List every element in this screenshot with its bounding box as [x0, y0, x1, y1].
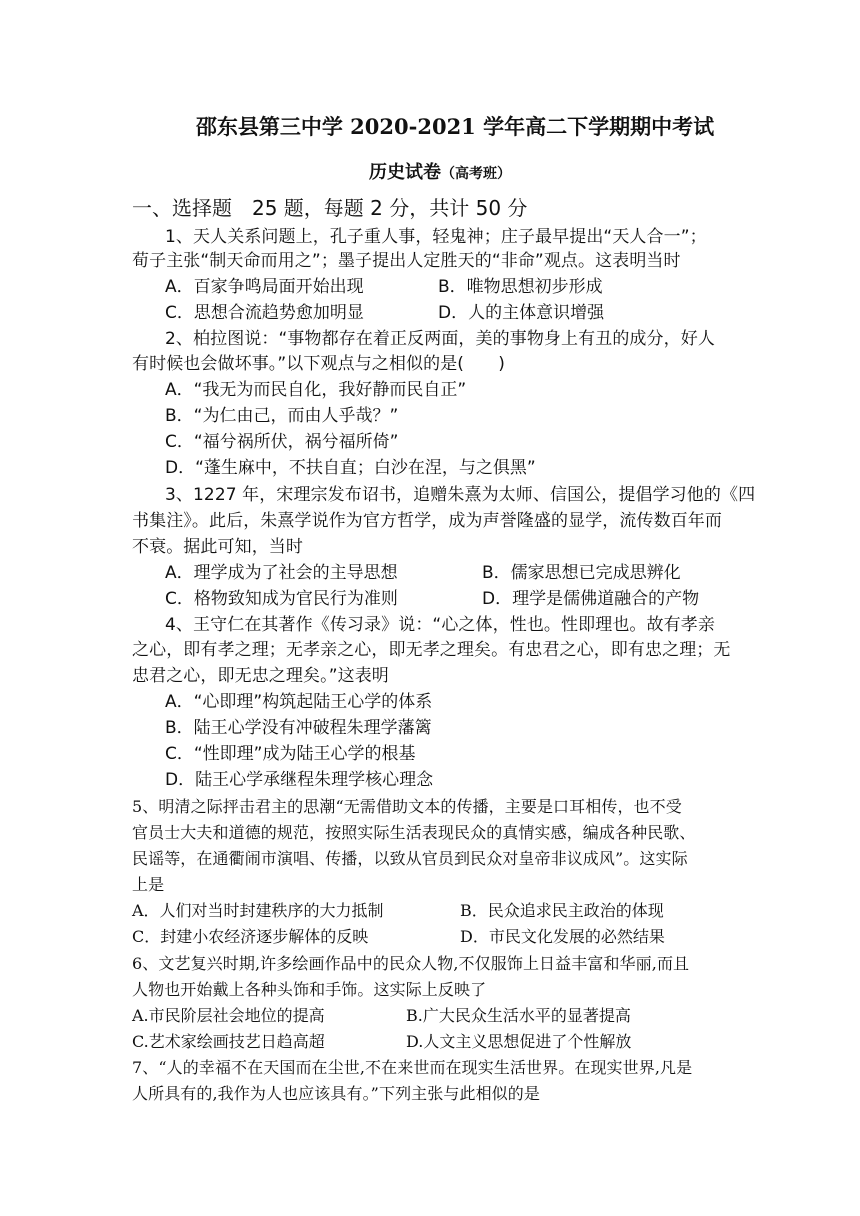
question-3-option-d: D．理学是儒佛道融合的产物 [482, 589, 700, 609]
question-1-option-d: D．人的主体意识增强 [438, 303, 605, 323]
question-5-line-2: 官员士大夫和道德的规范，按照实际生活表现民众的真情实感，编成各种民歌、 [132, 823, 696, 842]
question-1-line-1: 1、天人关系问题上，孔子重人事，轻鬼神；庄子最早提出“天人合一”； [165, 227, 707, 247]
question-7-line-2: 人所具有的,我作为人也应该具有。”下列主张与此相似的是 [132, 1084, 540, 1103]
question-6-option-b: B.广大民众生活水平的显著提高 [406, 1006, 631, 1025]
question-4-option-a: A．“心即理”构筑起陆王心学的体系 [165, 692, 433, 712]
question-1-option-b: B．唯物思想初步形成 [438, 277, 603, 297]
question-3-line-2: 书集注》。此后，朱熹学说作为官方哲学，成为声誉隆盛的显学，流传数百年而 [132, 511, 722, 531]
exam-title: 邵东县第三中学 2020-2021 学年高二下学期期中考试 [195, 114, 715, 139]
question-2-option-b: B．“为仁由己，而由人乎哉？” [165, 406, 399, 426]
question-3-line-1: 3、1227 年，宋理宗发布诏书，追赠朱熹为太师、信国公，提倡学习他的《四 [165, 485, 756, 505]
question-3-option-b: B．儒家思想已完成思辨化 [482, 563, 681, 583]
question-5-line-4: 上是 [132, 875, 165, 894]
question-6-line-2: 人物也开始戴上各种头饰和手饰。这实际上反映了 [132, 980, 487, 999]
question-6-option-c: C.艺术家绘画技艺日趋高超 [132, 1032, 325, 1051]
question-5-option-a: A．人们对当时封建秩序的大力抵制 [132, 901, 384, 920]
question-4-line-2: 之心，即有孝之理；无孝亲之心，即无孝之理矣。有忠君之心，即有忠之理；无 [132, 640, 731, 660]
question-2-option-a: A．“我无为而民自化，我好静而民自正” [165, 380, 467, 400]
question-3-line-3: 不衰。据此可知，当时 [132, 537, 303, 557]
subject-label: 历史试卷 [369, 162, 441, 183]
question-5-option-d: D．市民文化发展的必然结果 [460, 927, 665, 946]
question-5-line-3: 民谣等，在通衢闹市演唱、传播，以致从官员到民众对皇帝非议成风”。这实际 [132, 849, 688, 868]
question-1-option-a: A．百家争鸣局面开始出现 [165, 277, 364, 297]
class-note: （高考班） [441, 166, 511, 182]
question-6-line-1: 6、文艺复兴时期,许多绘画作品中的民众人物,不仅服饰上日益丰富和华丽,而且 [132, 954, 690, 973]
question-2-line-2: 有时候也会做坏事。”以下观点与之相似的是( ) [132, 354, 505, 374]
question-7-line-1: 7、“人的幸福不在天国而在尘世,不在来世而在现实生活世界。在现实世界,凡是 [132, 1058, 693, 1077]
question-5-option-b: B．民众追求民主政治的体现 [460, 901, 664, 920]
section-heading: 一、选择题 25 题，每题 2 分，共计 50 分 [132, 196, 528, 220]
exam-subtitle [0, 161, 860, 186]
question-4-option-d: D．陆王心学承继程朱理学核心理念 [165, 770, 434, 790]
question-4-option-b: B．陆王心学没有冲破程朱理学藩篱 [165, 718, 432, 738]
question-4-line-1: 4、王守仁在其著作《传习录》说：“心之体，性也。性即理也。故有孝亲 [165, 615, 715, 635]
question-5-line-1: 5、明清之际抨击君主的思潮“无需借助文本的传播，主要是口耳相传，也不受 [132, 797, 682, 816]
question-2-option-c: C．“福兮祸所伏，祸兮福所倚” [165, 432, 399, 452]
question-5-option-c: C．封建小农经济逐步解体的反映 [132, 927, 369, 946]
question-1-line-2: 荀子主张“制天命而用之”；墨子提出人定胜天的“非命”观点。这表明当时 [132, 251, 681, 271]
question-6-option-d: D.人文主义思想促进了个性解放 [406, 1032, 632, 1051]
question-4-option-c: C．“性即理”成为陆王心学的根基 [165, 744, 416, 764]
question-4-line-3: 忠君之心，即无忠之理矣。”这表明 [132, 666, 389, 686]
question-3-option-a: A．理学成为了社会的主导思想 [165, 563, 398, 583]
question-2-option-d: D．“蓬生麻中，不扶自直；白沙在涅，与之俱黑” [165, 458, 536, 478]
question-3-option-c: C．格物致知成为官民行为准则 [165, 589, 398, 609]
question-1-option-c: C．思想合流趋势愈加明显 [165, 303, 364, 323]
question-6-option-a: A.市民阶层社会地位的提高 [132, 1006, 325, 1025]
question-2-line-1: 2、柏拉图说：“事物都存在着正反两面，美的事物身上有丑的成分，好人 [165, 329, 715, 349]
